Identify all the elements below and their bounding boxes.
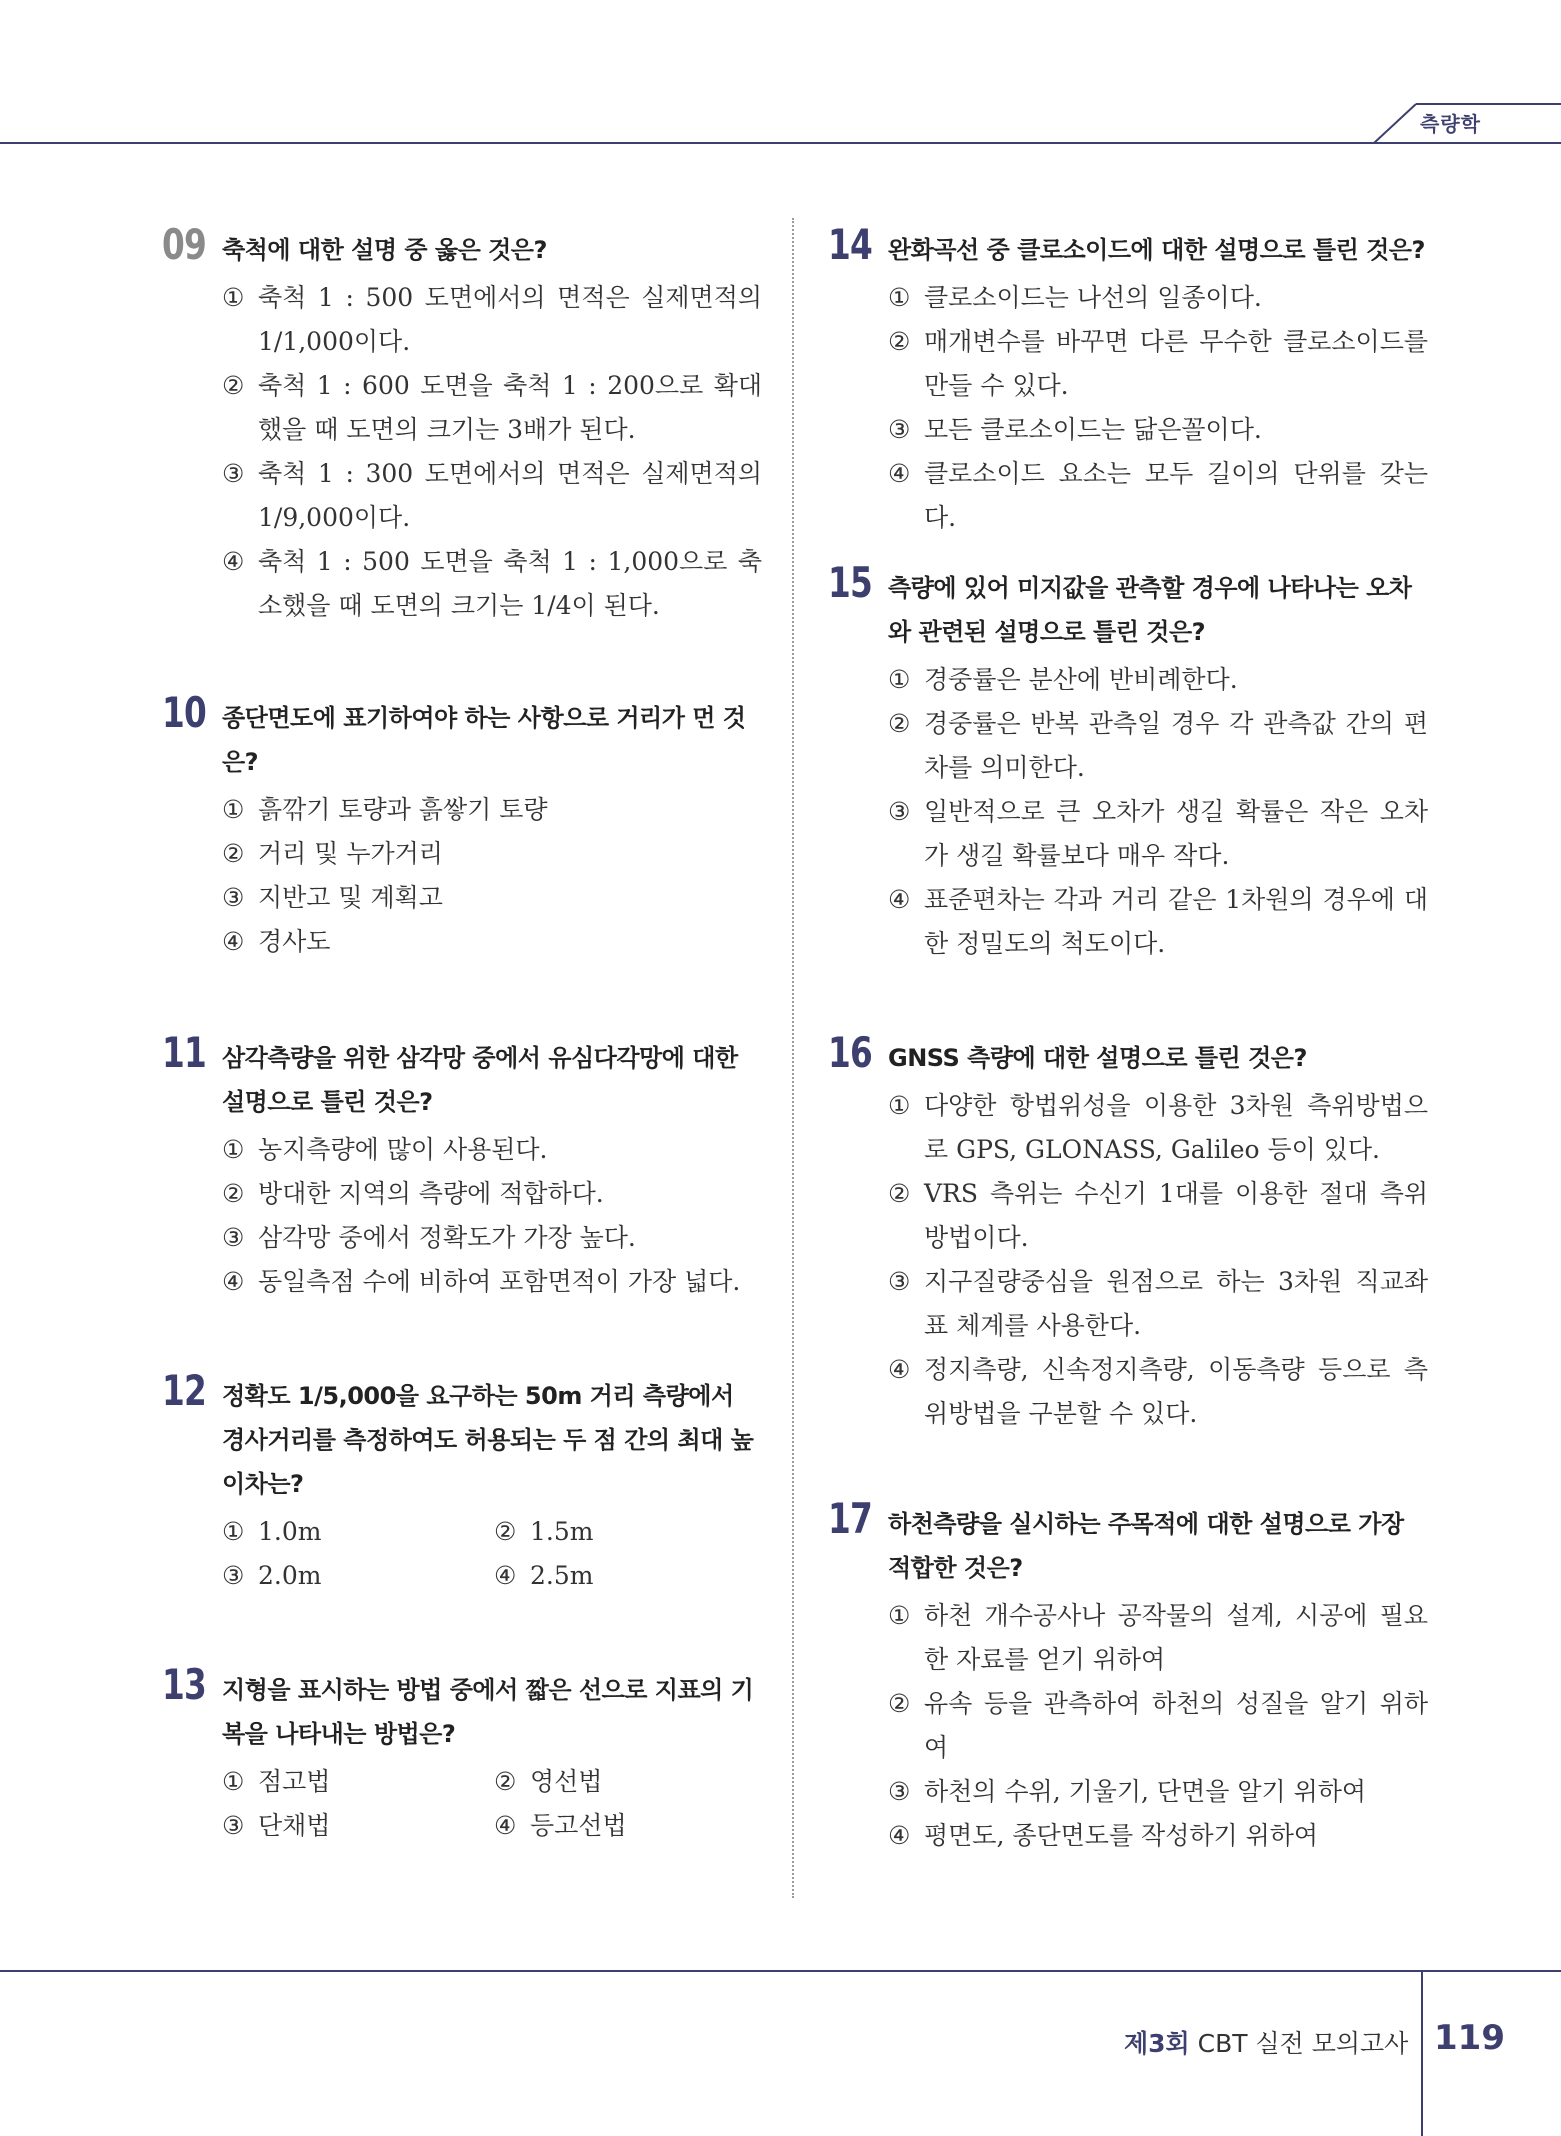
option-text: 다양한 항법위성을 이용한 3차원 측위방법으로 GPS, GLONASS, Galileo 등이 있다.: [924, 1091, 1428, 1164]
question-number: 14: [828, 220, 873, 269]
option-4[interactable]: [494, 1554, 766, 1598]
section-title: 측량학: [1420, 112, 1481, 136]
option-text: 축척 1 : 500 도면을 축척 1 : 1,000으로 축소했을 때 도면의 크기는 1/4이 된다.: [258, 547, 762, 620]
option-marker: ①: [888, 283, 911, 312]
question-number: 17: [828, 1494, 873, 1543]
option-list: [888, 276, 1428, 540]
option-marker: ②: [888, 1689, 911, 1718]
option-3[interactable]: [888, 790, 1428, 878]
option-list: [888, 658, 1428, 966]
option-text: 거리 및 누가거리: [258, 839, 443, 868]
option-1[interactable]: [222, 1128, 762, 1172]
option-list: [222, 1128, 762, 1304]
option-text: VRS 측위는 수신기 1대를 이용한 절대 측위 방법이다.: [924, 1179, 1428, 1252]
option-text: 정지측량, 신속정지측량, 이동측량 등으로 측위방법을 구분할 수 있다.: [924, 1355, 1428, 1428]
option-marker: ②: [888, 327, 911, 356]
option-marker: ②: [222, 1179, 245, 1208]
option-marker: ①: [222, 795, 245, 824]
option-text: 지구질량중심을 원점으로 하는 3차원 직교좌표 체계를 사용한다.: [924, 1267, 1428, 1340]
option-4[interactable]: [222, 540, 762, 628]
option-2[interactable]: [888, 320, 1428, 408]
option-marker: ①: [888, 1601, 911, 1630]
option-marker: ③: [222, 1811, 245, 1840]
option-marker: ③: [888, 1777, 911, 1806]
option-4[interactable]: [888, 452, 1428, 540]
exam-title: CBT 실전 모의고사: [1197, 2029, 1409, 2058]
option-marker: ④: [222, 547, 245, 576]
option-text: 단채법: [258, 1811, 331, 1840]
option-3[interactable]: [888, 1770, 1428, 1814]
question-text: 삼각측량을 위한 삼각망 중에서 유심다각망에 대한 설명으로 틀린 것은?: [222, 1044, 738, 1116]
option-2[interactable]: [494, 1760, 766, 1804]
question-text: 측량에 있어 미지값을 관측할 경우에 나타나는 오차와 관련된 설명으로 틀린 것은?: [888, 574, 1412, 646]
option-list: [888, 1594, 1428, 1858]
option-marker: ④: [888, 459, 911, 488]
option-3[interactable]: [222, 1804, 494, 1848]
option-4[interactable]: [888, 1814, 1428, 1858]
option-marker: ③: [222, 459, 245, 488]
option-marker: ④: [494, 1811, 517, 1840]
option-marker: ①: [222, 1135, 245, 1164]
option-text: 일반적으로 큰 오차가 생길 확률은 작은 오차가 생길 확률보다 매우 작다.: [924, 797, 1428, 870]
question-number: 16: [828, 1028, 873, 1077]
option-3[interactable]: [222, 876, 762, 920]
option-marker: ④: [888, 1355, 911, 1384]
question-text: 지형을 표시하는 방법 중에서 짧은 선으로 지표의 기복을 나타내는 방법은?: [222, 1676, 754, 1748]
option-4[interactable]: [494, 1804, 766, 1848]
option-1[interactable]: [222, 788, 762, 832]
option-1[interactable]: [222, 1510, 494, 1554]
option-text: 클로소이드는 나선의 일종이다.: [924, 283, 1262, 312]
option-marker: ①: [222, 1517, 245, 1546]
option-marker: ①: [222, 283, 245, 312]
option-list: [222, 276, 762, 628]
option-text: 클로소이드 요소는 모두 길이의 단위를 갖는다.: [924, 459, 1428, 532]
question-number: 09: [162, 220, 207, 269]
option-marker: ②: [222, 371, 245, 400]
option-marker: ④: [888, 1821, 911, 1850]
option-marker: ③: [888, 415, 911, 444]
option-text: 축척 1 : 600 도면을 축척 1 : 200으로 확대했을 때 도면의 크기는 3배가 된다.: [258, 371, 762, 444]
option-1[interactable]: [888, 276, 1428, 320]
option-marker: ④: [222, 927, 245, 956]
option-3[interactable]: [888, 1260, 1428, 1348]
option-marker: ①: [888, 665, 911, 694]
option-text: 경중률은 반복 관측일 경우 각 관측값 간의 편차를 의미한다.: [924, 709, 1428, 782]
option-marker: ①: [888, 1091, 911, 1120]
footer-title: [1124, 2024, 1408, 2060]
option-3[interactable]: [888, 408, 1428, 452]
option-1[interactable]: [888, 658, 1428, 702]
option-marker: ①: [222, 1767, 245, 1796]
option-2[interactable]: [888, 1172, 1428, 1260]
option-list: [222, 788, 762, 964]
option-text: 유속 등을 관측하여 하천의 성질을 알기 위하여: [924, 1689, 1428, 1762]
column-divider: [792, 218, 794, 1898]
option-marker: ③: [222, 1223, 245, 1252]
option-2[interactable]: [222, 364, 762, 452]
option-text: 점고법: [258, 1767, 331, 1796]
option-1[interactable]: [888, 1594, 1428, 1682]
page-number: 119: [1434, 2018, 1505, 2058]
question-number: 11: [162, 1028, 207, 1077]
question-text: 정확도 1/5,000을 요구하는 50m 거리 측량에서 경사거리를 측정하여도 허용되는 두 점 간의 최대 높이차는?: [222, 1382, 754, 1498]
option-text: 경사도: [258, 927, 331, 956]
option-3[interactable]: [222, 1216, 762, 1260]
option-text: 하천 개수공사나 공작물의 설계, 시공에 필요한 자료를 얻기 위하여: [924, 1601, 1428, 1674]
question-number: 10: [162, 688, 207, 737]
option-text: 농지측량에 많이 사용된다.: [258, 1135, 548, 1164]
option-text: 경중률은 분산에 반비례한다.: [924, 665, 1238, 694]
option-4[interactable]: [888, 878, 1428, 966]
option-2[interactable]: [494, 1510, 766, 1554]
option-text: 지반고 및 계획고: [258, 883, 443, 912]
option-text: 표준편차는 각과 거리 같은 1차원의 경우에 대한 정밀도의 척도이다.: [924, 885, 1428, 958]
option-marker: ④: [222, 1267, 245, 1296]
option-marker: ②: [222, 839, 245, 868]
option-text: 영선법: [530, 1767, 603, 1796]
question-number: 15: [828, 558, 873, 607]
option-text: 평면도, 종단면도를 작성하기 위하여: [924, 1821, 1319, 1850]
option-1[interactable]: [222, 276, 762, 364]
question-number: 13: [162, 1660, 207, 1709]
option-marker: ②: [888, 1179, 911, 1208]
option-marker: ③: [222, 883, 245, 912]
option-text: 축척 1 : 500 도면에서의 면적은 실제면적의 1/1,000이다.: [258, 283, 762, 356]
question-number: 12: [162, 1366, 207, 1415]
question-text: 완화곡선 중 클로소이드에 대한 설명으로 틀린 것은?: [888, 236, 1425, 264]
option-3[interactable]: [222, 452, 762, 540]
option-text: 등고선법: [530, 1811, 627, 1840]
option-text: 삼각망 중에서 정확도가 가장 높다.: [258, 1223, 636, 1252]
option-3[interactable]: [222, 1554, 494, 1598]
footer-rule: [0, 1970, 1561, 1972]
option-text: 1.5m: [530, 1517, 594, 1546]
header-rule: [0, 142, 1395, 144]
option-text: 하천의 수위, 기울기, 단면을 알기 위하여: [924, 1777, 1367, 1806]
option-marker: ④: [888, 885, 911, 914]
option-marker: ③: [888, 797, 911, 826]
option-2[interactable]: [222, 1172, 762, 1216]
question-text: 종단면도에 표기하여야 하는 사항으로 거리가 먼 것은?: [222, 704, 746, 776]
option-text: 축척 1 : 300 도면에서의 면적은 실제면적의 1/9,000이다.: [258, 459, 762, 532]
option-text: 방대한 지역의 측량에 적합하다.: [258, 1179, 604, 1208]
option-2[interactable]: [888, 702, 1428, 790]
option-4[interactable]: [888, 1348, 1428, 1436]
exam-round: 제3회: [1124, 2029, 1190, 2058]
option-1[interactable]: [222, 1760, 494, 1804]
option-text: 모든 클로소이드는 닮은꼴이다.: [924, 415, 1262, 444]
option-text: 매개변수를 바꾸면 다른 무수한 클로소이드를 만들 수 있다.: [924, 327, 1428, 400]
option-4[interactable]: [222, 920, 762, 964]
question-text: 축척에 대한 설명 중 옳은 것은?: [222, 236, 547, 264]
option-4[interactable]: [222, 1260, 762, 1304]
option-1[interactable]: [888, 1084, 1428, 1172]
option-marker: ④: [494, 1561, 517, 1590]
option-text: 흙깎기 토량과 흙쌓기 토량: [258, 795, 548, 824]
option-text: 2.5m: [530, 1561, 594, 1590]
option-marker: ②: [888, 709, 911, 738]
option-2[interactable]: [222, 832, 762, 876]
option-list: [888, 1084, 1428, 1436]
option-marker: ②: [494, 1517, 517, 1546]
option-marker: ②: [494, 1767, 517, 1796]
option-grid: [222, 1760, 762, 1848]
option-text: 2.0m: [258, 1561, 322, 1590]
option-text: 동일측점 수에 비하여 포함면적이 가장 넓다.: [258, 1267, 741, 1296]
option-grid: [222, 1510, 762, 1598]
option-marker: ③: [222, 1561, 245, 1590]
option-text: 1.0m: [258, 1517, 322, 1546]
option-2[interactable]: [888, 1682, 1428, 1770]
question-text: GNSS 측량에 대한 설명으로 틀린 것은?: [888, 1044, 1307, 1072]
question-text: 하천측량을 실시하는 주목적에 대한 설명으로 가장 적합한 것은?: [888, 1510, 1404, 1582]
option-marker: ③: [888, 1267, 911, 1296]
footer-divider: [1421, 1970, 1423, 2136]
